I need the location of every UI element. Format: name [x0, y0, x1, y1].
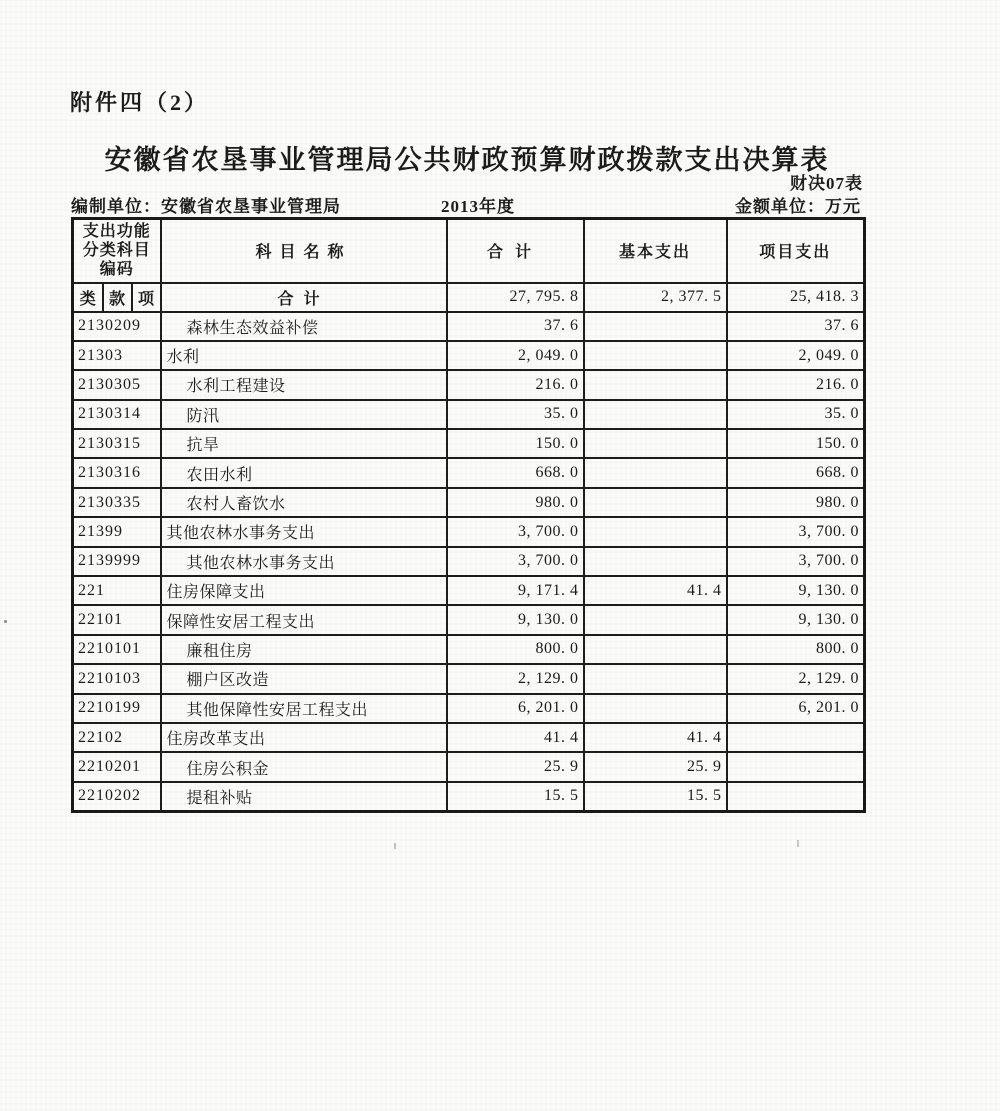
prepared-by-label: 编制单位：安徽省农垦事业管理局 [71, 197, 341, 216]
row-basic [584, 429, 727, 458]
row-project: 2, 129. 0 [727, 664, 865, 693]
row-name: 棚户区改造 [161, 664, 447, 693]
table-row [73, 517, 865, 546]
header-code-cell [73, 219, 161, 283]
row-basic: 41. 4 [584, 723, 727, 752]
grand-total-label: 合计 [161, 283, 447, 312]
row-basic [584, 517, 727, 546]
row-total: 2, 129. 0 [447, 664, 584, 693]
table-row [73, 547, 865, 576]
row-project: 3, 700. 0 [727, 547, 865, 576]
subheader-class: 类 [73, 283, 103, 312]
row-name: 其他保障性安居工程支出 [161, 694, 447, 723]
row-project: 6, 201. 0 [727, 694, 865, 723]
row-total: 6, 201. 0 [447, 694, 584, 723]
row-name: 其他农林水事务支出 [161, 517, 447, 546]
row-total: 9, 171. 4 [447, 576, 584, 605]
row-project: 9, 130. 0 [727, 605, 865, 634]
table-row [73, 752, 865, 781]
table-header-row [73, 219, 865, 283]
row-name: 提租补贴 [161, 782, 447, 811]
row-name: 廉租住房 [161, 635, 447, 664]
row-name: 保障性安居工程支出 [161, 605, 447, 634]
row-total: 800. 0 [447, 635, 584, 664]
row-project [727, 752, 865, 781]
grand-total-total: 27, 795. 8 [447, 283, 584, 312]
row-basic [584, 664, 727, 693]
row-code: 2210201 [73, 752, 161, 781]
row-total: 9, 130. 0 [447, 605, 584, 634]
row-basic: 25. 9 [584, 752, 727, 781]
row-project: 3, 700. 0 [727, 517, 865, 546]
row-total: 15. 5 [447, 782, 584, 811]
row-basic [584, 694, 727, 723]
row-code: 21303 [73, 341, 161, 370]
row-code: 21399 [73, 517, 161, 546]
row-code: 2130335 [73, 488, 161, 517]
table-row [73, 458, 865, 487]
row-name: 防汛 [161, 400, 447, 429]
row-basic [584, 370, 727, 399]
attachment-label: 附件四（2） [70, 90, 210, 115]
row-total: 2, 049. 0 [447, 341, 584, 370]
table-row [73, 782, 865, 811]
scan-mark [797, 840, 799, 847]
row-code: 2210101 [73, 635, 161, 664]
table-row [73, 576, 865, 605]
row-code: 2139999 [73, 547, 161, 576]
row-project [727, 782, 865, 811]
table-row [73, 723, 865, 752]
row-project: 2, 049. 0 [727, 341, 865, 370]
grand-total-basic: 2, 377. 5 [584, 283, 727, 312]
amount-unit-label: 金额单位：万元 [735, 197, 861, 216]
row-code: 2130316 [73, 458, 161, 487]
row-project: 9, 130. 0 [727, 576, 865, 605]
row-basic [584, 488, 727, 517]
row-basic [584, 635, 727, 664]
row-total: 150. 0 [447, 429, 584, 458]
table-row [73, 664, 865, 693]
row-name: 森林生态效益补偿 [161, 312, 447, 341]
page-title: 安徽省农垦事业管理局公共财政预算财政拨款支出决算表 [104, 145, 830, 175]
row-name: 农村人畜饮水 [161, 488, 447, 517]
row-basic [584, 312, 727, 341]
row-basic [584, 458, 727, 487]
row-code: 2130305 [73, 370, 161, 399]
table-info-row [71, 192, 863, 216]
row-code: 2210199 [73, 694, 161, 723]
subheader-section: 款 [103, 283, 132, 312]
row-total: 3, 700. 0 [447, 517, 584, 546]
code-header-line: 分类科目 [82, 242, 151, 260]
row-basic: 15. 5 [584, 782, 727, 811]
row-code: 221 [73, 576, 161, 605]
row-name: 农田水利 [161, 458, 447, 487]
table-row [73, 370, 865, 399]
row-name: 水利工程建设 [161, 370, 447, 399]
row-total: 980. 0 [447, 488, 584, 517]
table-row [73, 400, 865, 429]
table-row [73, 488, 865, 517]
row-total: 41. 4 [447, 723, 584, 752]
header-total: 合计 [447, 219, 584, 283]
scan-speck [4, 620, 7, 623]
header-project-expenditure: 项目支出 [727, 219, 865, 283]
row-code: 2210202 [73, 782, 161, 811]
grand-total-project: 25, 418. 3 [727, 283, 865, 312]
row-name: 其他农林水事务支出 [161, 547, 447, 576]
row-total: 35. 0 [447, 400, 584, 429]
row-project [727, 723, 865, 752]
row-total: 37. 6 [447, 312, 584, 341]
expenditure-table [71, 217, 866, 813]
table-row [73, 694, 865, 723]
row-total: 25. 9 [447, 752, 584, 781]
row-name: 抗旱 [161, 429, 447, 458]
row-basic [584, 547, 727, 576]
table-row [73, 341, 865, 370]
code-header-line: 支出功能 [82, 223, 151, 241]
scan-mark [394, 843, 396, 849]
subheader-item: 项 [132, 283, 161, 312]
row-project: 216. 0 [727, 370, 865, 399]
grand-total-row [73, 283, 865, 312]
row-project: 35. 0 [727, 400, 865, 429]
row-total: 668. 0 [447, 458, 584, 487]
table-row [73, 312, 865, 341]
row-project: 980. 0 [727, 488, 865, 517]
row-project: 668. 0 [727, 458, 865, 487]
row-name: 住房改革支出 [161, 723, 447, 752]
row-name: 住房保障支出 [161, 576, 447, 605]
row-code: 2210103 [73, 664, 161, 693]
header-basic-expenditure: 基本支出 [584, 219, 727, 283]
header-subject-name: 科目名称 [161, 219, 447, 283]
row-project: 37. 6 [727, 312, 865, 341]
row-project: 150. 0 [727, 429, 865, 458]
row-basic [584, 605, 727, 634]
table-row [73, 429, 865, 458]
table-row [73, 605, 865, 634]
row-project: 800. 0 [727, 635, 865, 664]
form-number: 财决07表 [790, 174, 863, 193]
code-header-line: 编码 [99, 261, 134, 279]
row-name: 住房公积金 [161, 752, 447, 781]
row-basic [584, 341, 727, 370]
row-total: 216. 0 [447, 370, 584, 399]
row-basic [584, 400, 727, 429]
fiscal-year-label: 2013年度 [441, 197, 515, 216]
row-code: 22101 [73, 605, 161, 634]
row-code: 2130209 [73, 312, 161, 341]
row-basic: 41. 4 [584, 576, 727, 605]
row-code: 2130315 [73, 429, 161, 458]
row-code: 22102 [73, 723, 161, 752]
row-code: 2130314 [73, 400, 161, 429]
row-name: 水利 [161, 341, 447, 370]
row-total: 3, 700. 0 [447, 547, 584, 576]
table-row [73, 635, 865, 664]
